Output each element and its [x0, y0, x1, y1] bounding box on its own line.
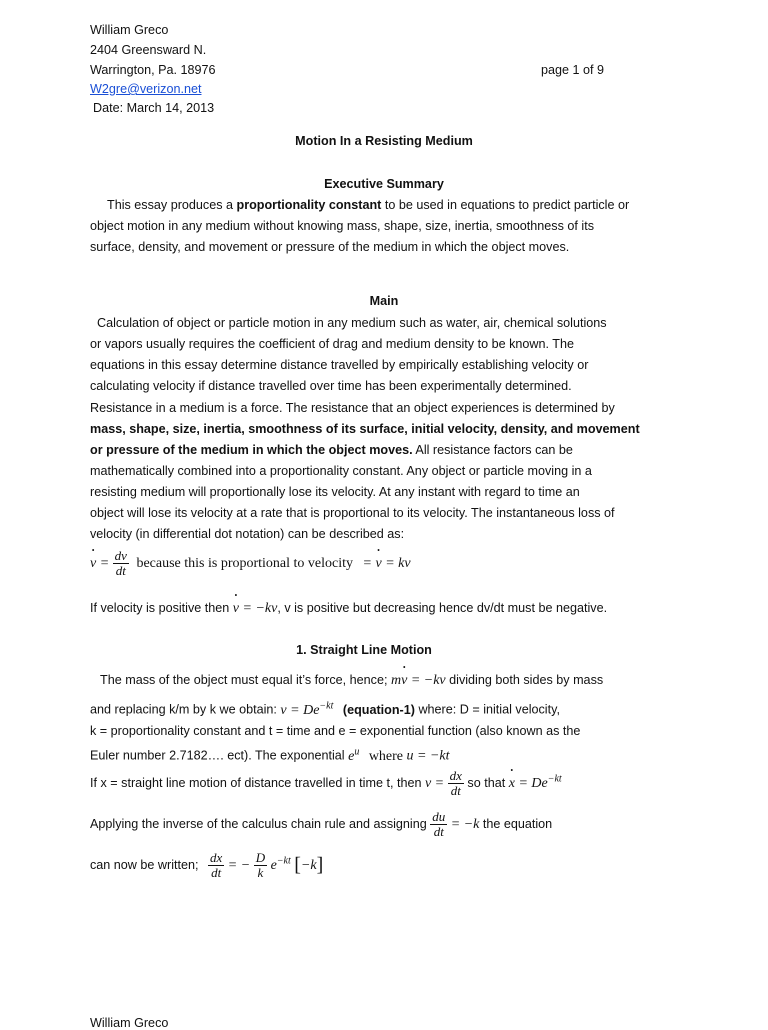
section1-line-7: can now be written; $\frac{dx}{dt}$ = − $\frac{D}{k}$ $e^{-kt}$ [−k] — [90, 850, 324, 880]
main-line-2: or vapors usually requires the coefficient of drag and medium density to be known. The — [90, 337, 574, 351]
section1-line-3: k = proportionality constant and t = time and e = exponential function (also known as the — [90, 724, 581, 738]
exec-summary-line-1: This essay produces a proportionality constant to be used in equations to predict particle or — [107, 198, 630, 212]
main-line-3: equations in this essay determine distance travelled by empirically establishing velocity or — [90, 358, 589, 372]
author-email-link[interactable]: W2gre@verizon.net — [90, 82, 202, 96]
main-line-10: object will lose its velocity at a rate that is proportional to its velocity. The instantaneous loss of — [90, 506, 615, 520]
author-city: Warrington, Pa. 18976 — [90, 63, 216, 77]
section1-line-6: Applying the inverse of the calculus chain rule and assigning $\frac{du}{dt}$ = −k the equation — [90, 809, 553, 839]
author-name: William Greco — [90, 23, 169, 37]
main-line-8: mathematically combined into a proportionality constant. Any object or particle moving in a — [90, 464, 592, 478]
exec-summary-line-2: object motion in any medium without knowing mass, shape, size, inertia, smoothness of its — [90, 219, 594, 233]
main-line-9: resisting medium will proportionally lose its velocity. At any instant with regard to time an — [90, 485, 580, 499]
section1-line-4: Euler number 2.7182…. ect). The exponential $e^u$ where u = −kt — [90, 746, 450, 764]
main-line-5: Resistance in a medium is a force. The resistance that an object experiences is determined by — [90, 401, 615, 415]
section1-line-2: and replacing k/m by k we obtain: $v = De^{-kt}$ (equation-1) where: D = initial velocity, — [90, 700, 560, 718]
document-date: Date: March 14, 2013 — [93, 101, 215, 115]
main-line-4: calculating velocity if distance travelled over time has been experimentally determined. — [90, 379, 572, 393]
positive-velocity-line: If velocity is positive then • v = −kv, v is positive but decreasing hence dv/dt must be negative. — [90, 601, 607, 617]
main-line-11: velocity (in differential dot notation) can be described as: — [90, 527, 405, 541]
footer-author-name: William Greco — [90, 1016, 169, 1030]
exec-summary-line-3: surface, density, and movement or pressure of the medium in which the object moves. — [90, 240, 570, 254]
du-dt-fraction: $\frac{du}{dt}$ — [432, 809, 446, 839]
section1-line-5: If x = straight line motion of distance travelled in time t, then v = $\frac{dx}{dt}$ so that • $x = De^{-kt}$ — [90, 769, 562, 798]
main-heading: Main — [369, 294, 399, 308]
executive-summary-heading: Executive Summary — [324, 177, 444, 191]
page-number: page 1 of 9 — [541, 63, 605, 77]
main-line-6: mass, shape, size, inertia, smoothness of its surface, initial velocity, density, and movement — [90, 422, 640, 436]
velocity-equation: • v = $\frac{dv}{dt}$ because this is proportional to velocity = • v = kv — [90, 549, 411, 578]
section1-line-1: The mass of the object must equal it’s force, hence; m• v = −kv dividing both sides by mass — [100, 673, 603, 689]
dv-dt-fraction: $\frac{dv}{dt}$ — [114, 548, 127, 578]
section-1-heading: 1. Straight Line Motion — [296, 643, 432, 657]
main-line-7: or pressure of the medium in which the object moves. All resistance factors can be — [90, 443, 573, 457]
dx-dt-fraction: $\frac{dx}{dt}$ — [449, 768, 462, 798]
author-street: 2404 Greensward N. — [90, 43, 207, 57]
document-title: Motion In a Resisting Medium — [295, 134, 473, 148]
d-k-fraction: $\frac{D}{k}$ — [255, 850, 266, 880]
dx-dt-fraction-2: $\frac{dx}{dt}$ — [210, 850, 223, 880]
main-line-1: Calculation of object or particle motion in any medium such as water, air, chemical solutions — [97, 316, 607, 330]
